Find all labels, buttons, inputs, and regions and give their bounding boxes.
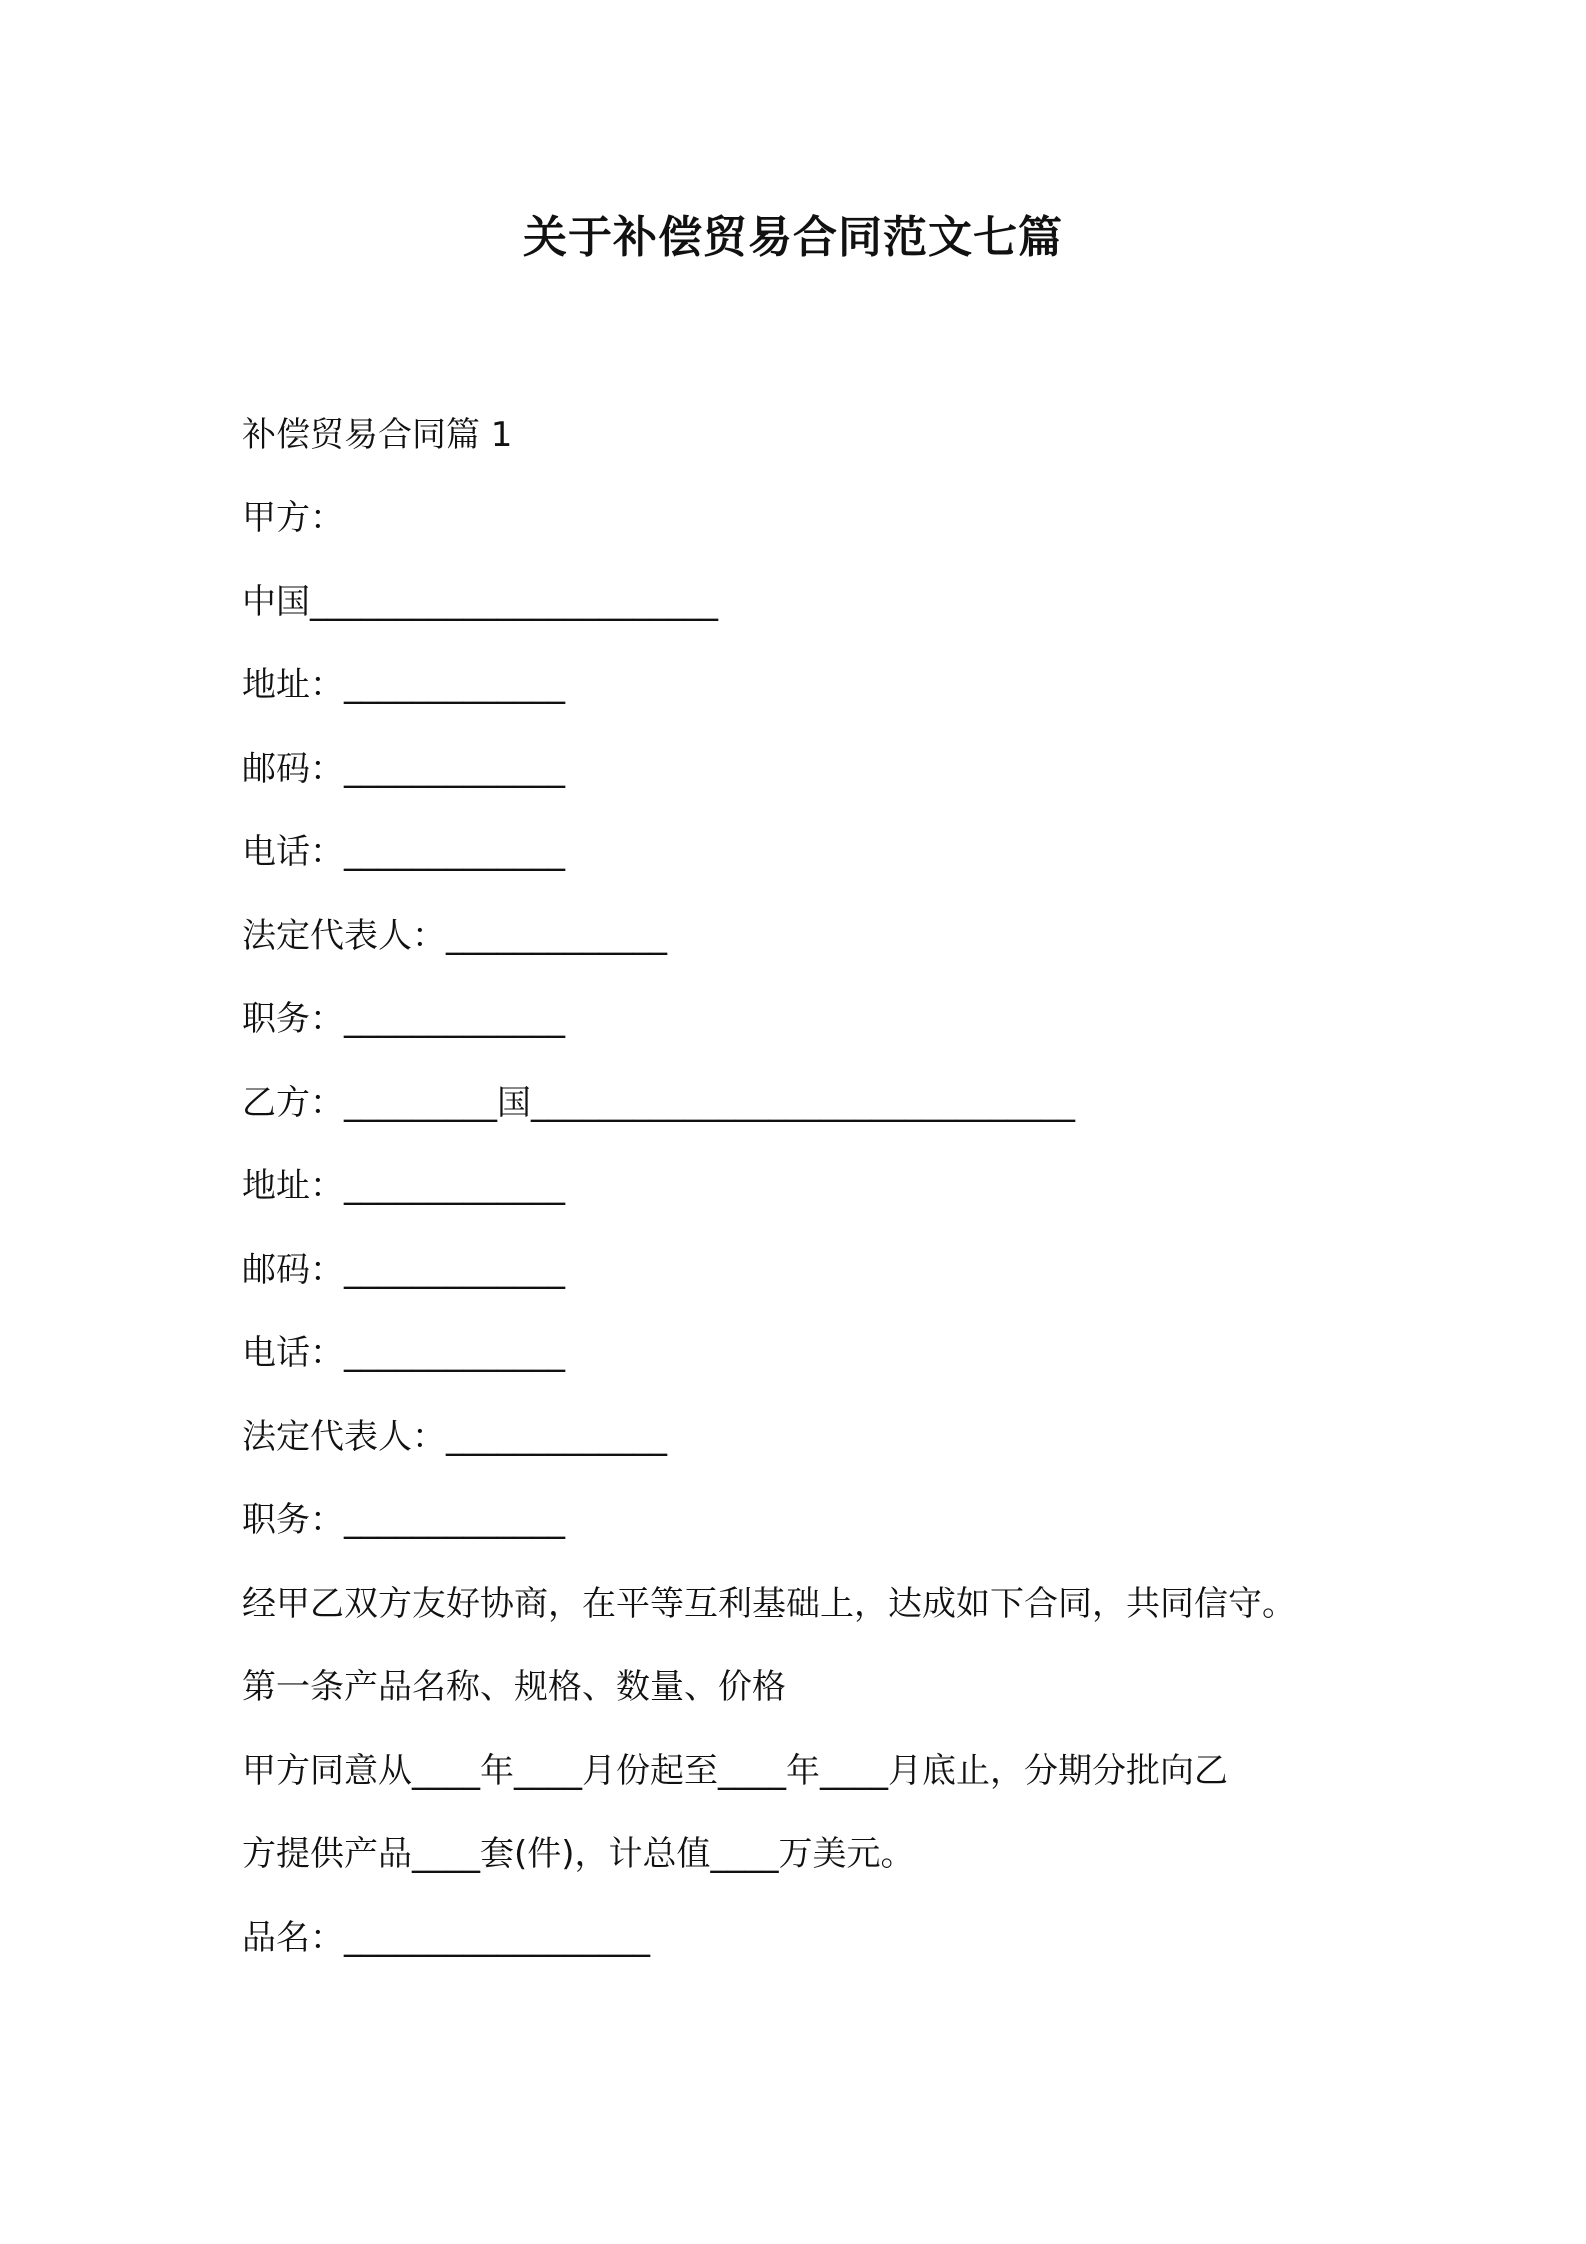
party-b-postcode-field: 邮码：_____________ bbox=[242, 1250, 565, 1290]
article-one-text-line-2: 方提供产品____套(件)，计总值____万美元。 bbox=[242, 1834, 915, 1874]
party-b-name-field: 乙方：_________国________________________________ bbox=[242, 1083, 1075, 1123]
party-a-position-field: 职务：_____________ bbox=[242, 999, 565, 1039]
party-b-phone-field: 电话：_____________ bbox=[242, 1333, 565, 1373]
product-name-field: 品名：__________________ bbox=[242, 1918, 650, 1958]
preamble-paragraph: 经甲乙双方友好协商，在平等互利基础上，达成如下合同，共同信守。 bbox=[242, 1584, 1296, 1624]
party-a-legal-rep-field: 法定代表人：_____________ bbox=[242, 916, 667, 956]
party-a-postcode-field: 邮码：_____________ bbox=[242, 749, 565, 789]
document-title: 关于补偿贸易合同范文七篇 bbox=[523, 212, 1063, 263]
party-a-address-field: 地址：_____________ bbox=[242, 665, 565, 705]
party-b-address-field: 地址：_____________ bbox=[242, 1166, 565, 1206]
party-b-legal-rep-field: 法定代表人：_____________ bbox=[242, 1417, 667, 1457]
party-a-label: 甲方： bbox=[242, 498, 344, 538]
article-one-text-line-1: 甲方同意从____年____月份起至____年____月底止，分期分批向乙 bbox=[242, 1751, 1228, 1791]
party-a-phone-field: 电话：_____________ bbox=[242, 832, 565, 872]
party-a-name-field: 中国________________________ bbox=[242, 582, 718, 622]
party-b-position-field: 职务：_____________ bbox=[242, 1500, 565, 1540]
article-one-heading: 第一条产品名称、规格、数量、价格 bbox=[242, 1667, 786, 1707]
section-heading: 补偿贸易合同篇 1 bbox=[242, 415, 513, 455]
